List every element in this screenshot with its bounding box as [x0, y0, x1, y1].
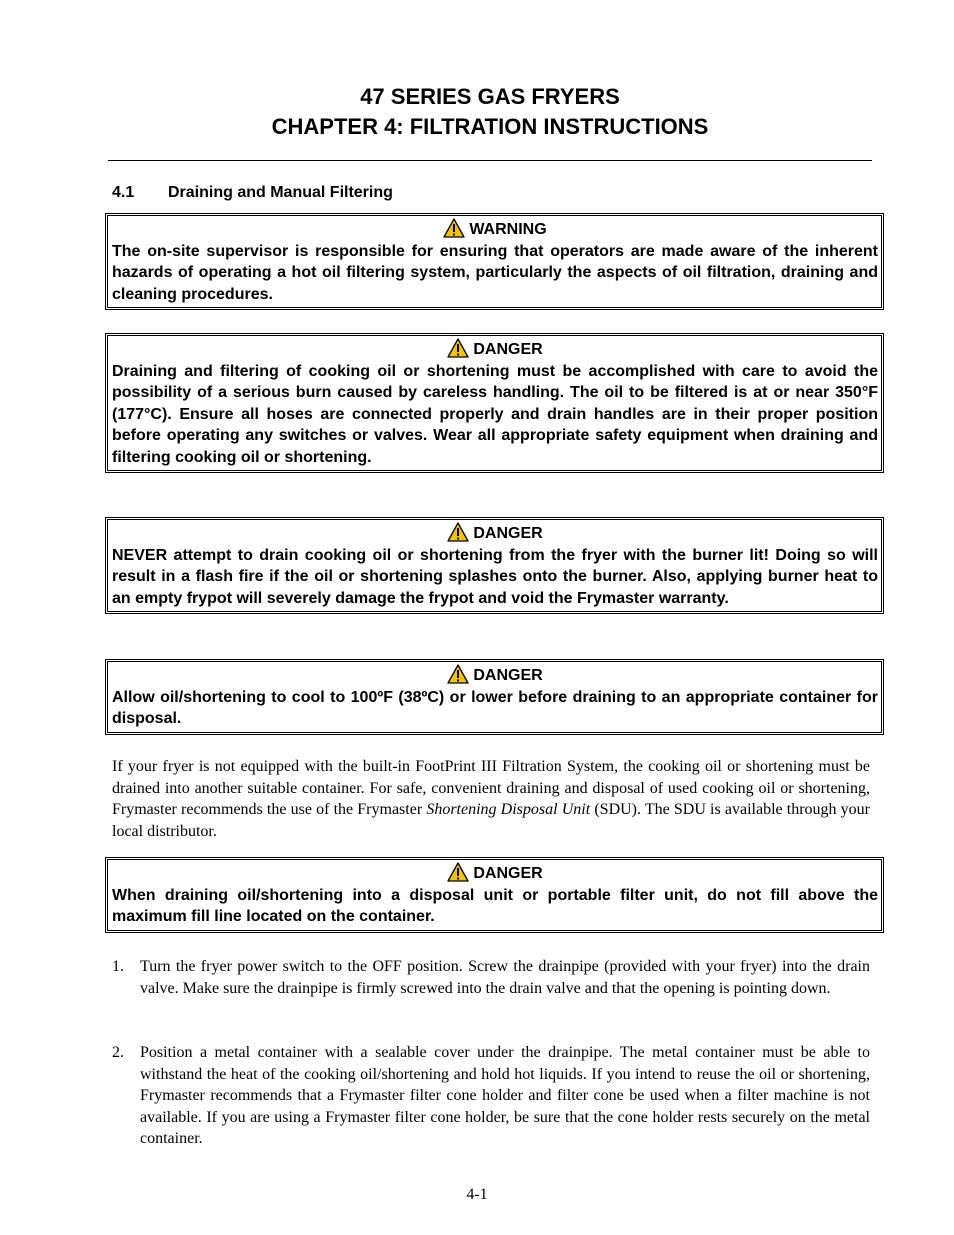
warning-triangle-icon [447, 862, 469, 882]
danger-box-burn [105, 333, 884, 473]
danger-label: DANGER [473, 667, 543, 684]
intro-text-1: If your fryer is not equipped with the built-in FootPrint III Filtration System, the cooking oil or shortening must be drained into another suitable container. For safe, convenient draining and disposal of used cooking oil or shortening, Frymaster recommends the use of the Frymaster [112, 758, 870, 818]
title-line-1: 47 SERIES GAS FRYERS [360, 84, 620, 109]
danger-box-burner-lit [105, 517, 884, 614]
danger-label: DANGER [473, 525, 543, 542]
section-title: Draining and Manual Filtering [168, 184, 393, 201]
danger-box-header [112, 339, 878, 361]
danger-box-cool [105, 659, 884, 735]
danger-box-header [112, 863, 878, 885]
warning-box [105, 213, 884, 310]
danger-text: When draining oil/shortening into a disposal unit or portable filter unit, do not fill above the maximum fill line located on the container. [112, 886, 878, 925]
warning-triangle-icon [447, 338, 469, 358]
section-heading [112, 183, 393, 203]
warning-text: The on-site supervisor is responsible for ensuring that operators are made aware of the inherent hazards of operating a hot oil filtering system, particularly the aspects of oil filtration, draining and cleaning procedures. [112, 242, 878, 303]
page-number: 4-1 [466, 1186, 488, 1203]
danger-text: Draining and filtering of cooking oil or shortening must be accomplished with care to avoid the possibility of a serious burn caused by careless handling. The oil to be filtered is at or near 350°F (177°C). Ensure all hoses are connected properly and drain handles are in their proper position before operating any switches or valves. Wear all appropriate safety equipment when draining and filtering cooking oil or shortening. [112, 362, 878, 466]
warning-triangle-icon [443, 218, 465, 238]
danger-label: DANGER [473, 865, 543, 882]
intro-text-2: (SDU). The SDU is available through your local distributor. [112, 801, 871, 840]
step-number: 1. [112, 958, 124, 975]
intro-paragraph [112, 756, 870, 842]
warning-triangle-icon [447, 664, 469, 684]
danger-text: Allow oil/shortening to cool to 100ºF (38ºC) or lower before draining to an appropriate container for disposal. [112, 688, 878, 727]
step-text: Position a metal container with a sealable cover under the drainpipe. The metal container must be able to withstand the heat of the cooking oil/shortening and hold hot liquids. If you intend to reuse the oil or shortening, Frymaster recommends that a Frymaster filter cone holder and filter cone be used when a filter machine is not available. If you are using a Frymaster filter cone holder, be sure that the cone holder rests securely on the metal container. [140, 1044, 870, 1147]
danger-label: DANGER [473, 341, 543, 358]
warning-triangle-icon [447, 522, 469, 542]
list-item [112, 1042, 870, 1150]
page-title [108, 82, 872, 142]
step-number: 2. [112, 1044, 124, 1061]
danger-box-header [112, 665, 878, 687]
list-item [112, 956, 870, 999]
warning-box-header [112, 219, 878, 241]
title-line-2: CHAPTER 4: FILTRATION INSTRUCTIONS [271, 114, 709, 139]
intro-italic-term: Shortening Disposal Unit [426, 801, 591, 818]
danger-box-fill-line [105, 857, 884, 933]
warning-label: WARNING [469, 221, 547, 238]
danger-text: NEVER attempt to drain cooking oil or shortening from the fryer with the burner lit! Doing so will result in a flash fire if the oil or shortening splashes onto the burner. Also, applying burner heat to an empty frypot will severely damage the frypot and void the Frymaster warranty. [112, 546, 878, 607]
step-text: Turn the fryer power switch to the OFF position. Screw the drainpipe (provided with your fryer) into the drain valve. Make sure the drainpipe is firmly screwed into the drain valve and that the opening is pointing down. [140, 958, 870, 997]
section-number: 4.1 [112, 184, 135, 201]
danger-box-header [112, 523, 878, 545]
title-divider [108, 160, 872, 161]
